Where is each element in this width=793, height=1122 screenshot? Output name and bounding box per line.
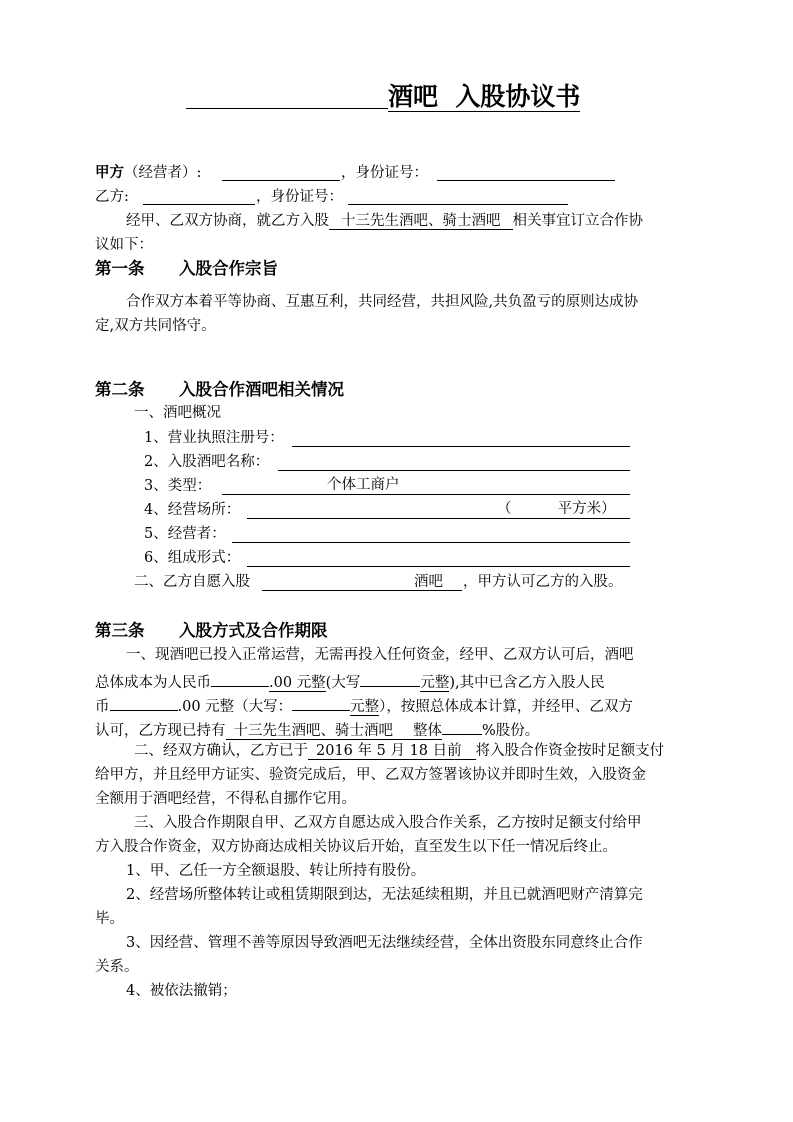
title-text: 酒吧 入股协议书 bbox=[388, 82, 581, 111]
article-1-para-line-1: 合作双方本着平等协商、互惠互利，共同经营，共担风险,共负盈亏的原则达成协 bbox=[126, 294, 639, 310]
item-2-label: 2、入股酒吧名称： bbox=[144, 454, 270, 470]
article-2-sub-1: 一、酒吧概况 bbox=[134, 405, 221, 421]
type-field[interactable] bbox=[222, 494, 630, 495]
intro-line-2: 议如下： bbox=[95, 237, 153, 253]
holding-percent-field[interactable] bbox=[442, 717, 482, 735]
premises-area-paren: （ 平方米） bbox=[497, 501, 616, 517]
registration-number-field[interactable] bbox=[292, 446, 630, 447]
clause-2-line-2: 毕。 bbox=[95, 911, 124, 927]
clause-2-line-1: 2、经营场所整体转让或租赁期限到达，无法延续租期，并且已就酒吧财产清算完 bbox=[126, 887, 643, 903]
article-3-heading: 第三条 入股方式及合作期限 bbox=[95, 621, 328, 640]
item-3-label: 3、类型： bbox=[144, 478, 212, 494]
holding-whole-text: 整体 bbox=[413, 723, 442, 739]
title-blank-line[interactable] bbox=[186, 108, 388, 109]
party-a-label: 甲方 bbox=[95, 164, 124, 181]
share-amount-label: 币 bbox=[95, 699, 110, 715]
payment-date bbox=[308, 743, 476, 760]
holding-percent-suffix: %股份。 bbox=[482, 723, 540, 739]
intro-line-1 bbox=[126, 211, 643, 231]
holding-label: 认可，乙方现已持有 bbox=[95, 723, 226, 739]
share-amount-suffix: .00 元整（大写： bbox=[177, 699, 293, 715]
article-1-para-line-2: 定,双方共同恪守。 bbox=[95, 318, 216, 334]
article-3-p1-line-4 bbox=[95, 717, 539, 741]
article-1-heading: 第一条 入股合作宗旨 bbox=[95, 259, 278, 278]
share-amount-daxie-suffix: 元整 bbox=[350, 699, 380, 715]
item-4-label: 4、经营场所： bbox=[144, 502, 241, 518]
item-6-label: 6、组成形式： bbox=[144, 550, 241, 566]
total-cost-label: 总体成本为人民币 bbox=[95, 675, 211, 691]
clause-4: 4、被依法撤销； bbox=[126, 983, 237, 999]
structure-field[interactable] bbox=[247, 566, 630, 567]
total-cost-suffix: .00 元整 bbox=[269, 675, 326, 691]
clause-1: 1、甲、乙任一方全额退股、转让所持有股份。 bbox=[126, 863, 426, 879]
item-1-label: 1、营业执照注册号： bbox=[144, 430, 284, 446]
intro-bar-names bbox=[329, 213, 513, 230]
article-3-p2-line-2: 给甲方，并且经甲方证实、验资完成后，甲、乙双方签署该协议并即时生效，入股资金 bbox=[95, 767, 646, 783]
share-amount-tail: ），按照总体成本计算，并经甲、乙双方 bbox=[379, 699, 633, 715]
party-a-role: （经营者）: bbox=[124, 165, 202, 181]
payment-label: 二、经双方确认，乙方已于 bbox=[134, 743, 308, 759]
party-a-id-label: ，身份证号： bbox=[341, 165, 428, 181]
party-b-id-label: ，身份证号： bbox=[256, 189, 343, 205]
party-b-id-field[interactable] bbox=[348, 204, 568, 205]
intro-bar-names-text: 十三先生酒吧、骑士酒吧 bbox=[341, 213, 501, 229]
party-b-name-field[interactable] bbox=[143, 204, 255, 205]
party-a-id-field[interactable] bbox=[437, 180, 615, 181]
item-5-label: 5、经营者： bbox=[144, 526, 226, 542]
party-a-name-field[interactable] bbox=[222, 180, 340, 181]
holding-whole bbox=[401, 723, 442, 740]
share-amount-field[interactable] bbox=[110, 693, 178, 711]
share-amount-daxie-field[interactable] bbox=[292, 693, 350, 711]
intro-text-a: 经甲、乙双方协商，就乙方入股 bbox=[126, 213, 329, 229]
holding-bar-names bbox=[226, 723, 402, 740]
article-3-p3-line-1: 三、入股合作期限自甲、乙双方自愿达成入股合作关系，乙方按时足额支付给甲 bbox=[134, 815, 642, 831]
article-2-sub-2-a: 二、乙方自愿入股 bbox=[134, 574, 250, 590]
article-3-p1-line-1: 一、现酒吧已投入正常运营，无需再投入任何资金，经甲、乙双方认可后，酒吧 bbox=[126, 647, 634, 663]
article-3-p1-line-3 bbox=[95, 693, 633, 717]
article-2-sub-2-c: ，甲方认可乙方的入股。 bbox=[463, 574, 623, 590]
article-2-heading: 第二条 入股合作酒吧相关情况 bbox=[95, 380, 344, 399]
party-b-label: 乙方: bbox=[95, 189, 129, 205]
clause-3-line-1: 3、因经营、管理不善等原因导致酒吧无法继续经营，全体出资股东同意终止合作 bbox=[126, 935, 643, 951]
holding-bar-names-text: 十三先生酒吧、骑士酒吧 bbox=[233, 723, 393, 739]
type-value: 个体工商户 bbox=[327, 477, 400, 493]
intro-text-c: 相关事宜订立合作协 bbox=[512, 213, 643, 229]
article-3-p3-line-2: 方入股合作资金，双方协商达成相关协议后开始，直至发生以下任一情况后终止。 bbox=[95, 839, 617, 855]
party-a-line bbox=[95, 163, 201, 183]
clause-3-line-2: 关系。 bbox=[95, 959, 139, 975]
bar-name-field[interactable] bbox=[278, 470, 630, 471]
article-2-sub-2-b: 酒吧 bbox=[414, 574, 443, 590]
total-cost-daxie-suffix: 元整 bbox=[420, 675, 450, 691]
payment-date-text: 2016 年 5 月 18 日前 bbox=[316, 743, 462, 759]
article-3-p1-line-2 bbox=[95, 669, 605, 693]
total-cost-field[interactable] bbox=[211, 669, 269, 687]
article-3-p2-line-1 bbox=[134, 741, 664, 761]
article-3-p2-line-3: 全额用于酒吧经营，不得私自挪作它用。 bbox=[95, 791, 356, 807]
total-cost-daxie-field[interactable] bbox=[360, 669, 420, 687]
total-cost-tail: ),其中已含乙方入股人民 bbox=[449, 675, 605, 691]
operator-field[interactable] bbox=[232, 542, 630, 543]
total-cost-daxie-label: (大写 bbox=[325, 675, 361, 691]
page-title bbox=[388, 82, 580, 112]
payment-tail: 将入股合作资金按时足额支付 bbox=[475, 743, 665, 759]
